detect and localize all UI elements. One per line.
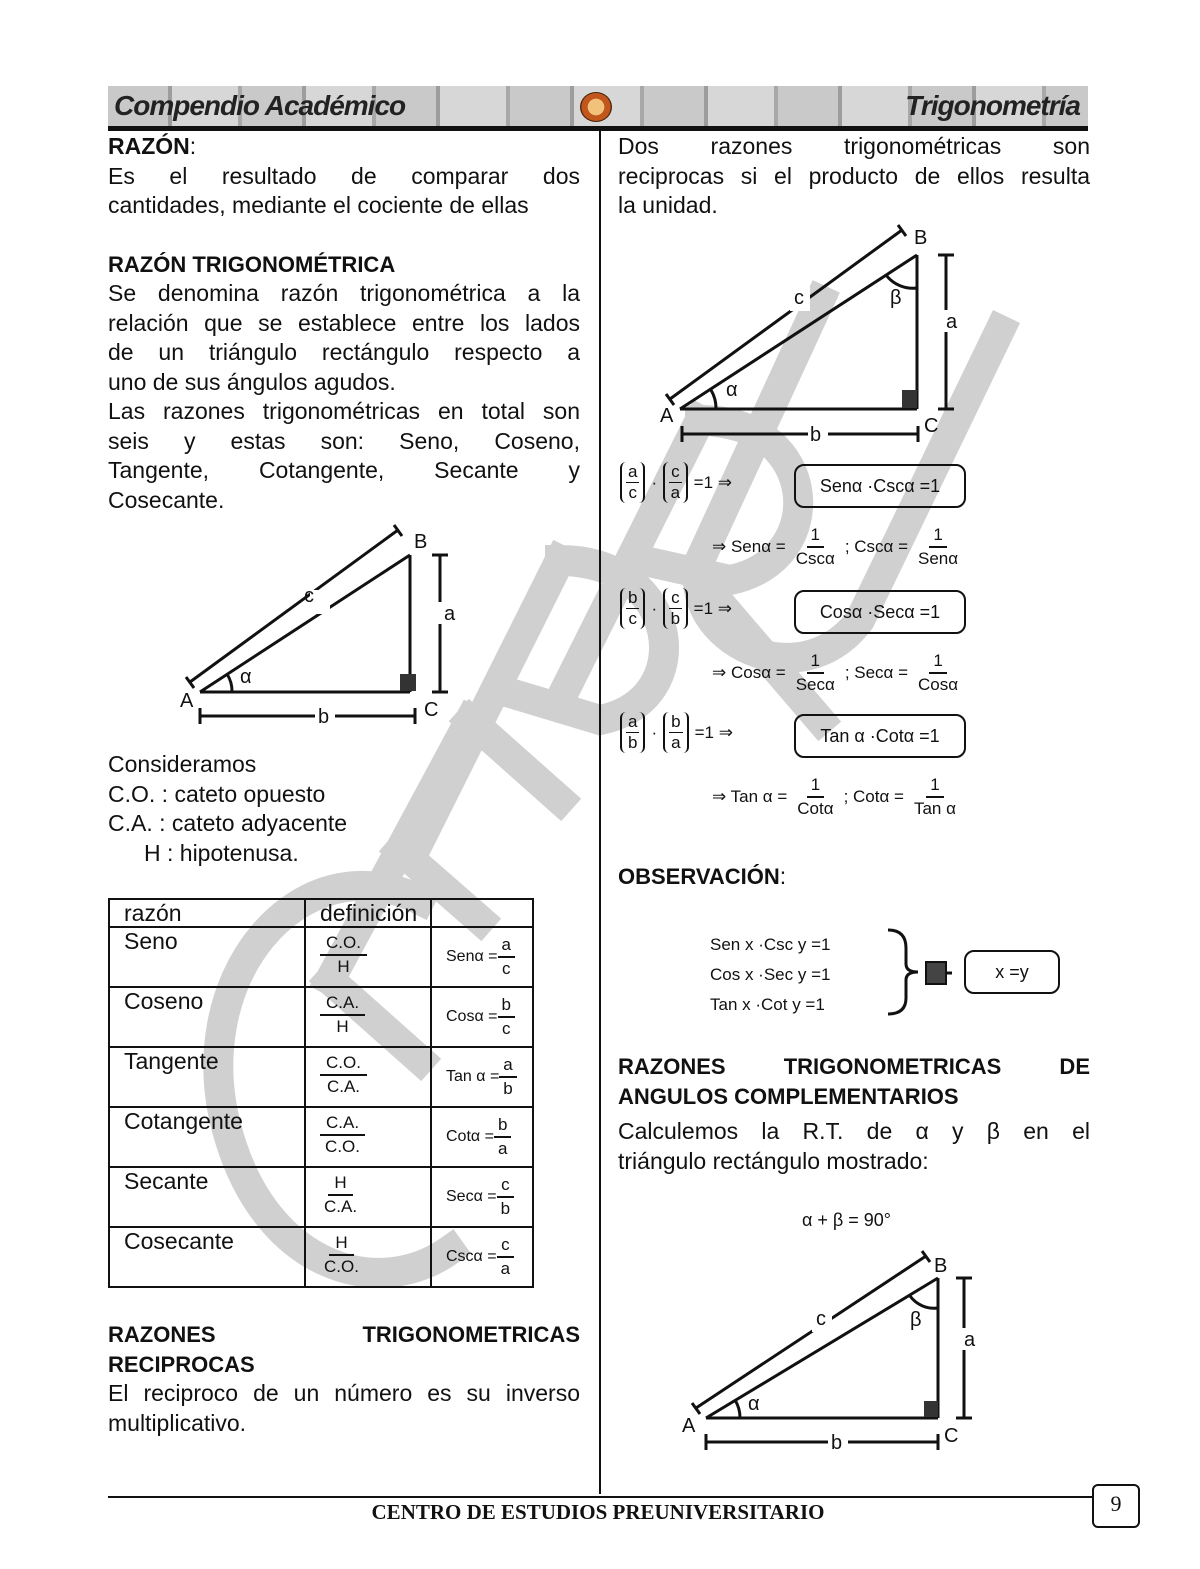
reciprocal-section-left [108, 1320, 580, 1438]
formula-function: Cosα = [446, 1008, 498, 1025]
angle-beta-label: β [910, 1309, 922, 1331]
definition-denominator: H [337, 957, 350, 976]
fraction-denominator: Senα [918, 549, 959, 568]
complementary-section [618, 1052, 1090, 1176]
table-row [109, 987, 533, 1047]
recip-heading-1: RAZONES TRIGONOMETRICAS [108, 1322, 580, 1347]
definition-fraction [320, 932, 367, 978]
fraction-denominator: Secα [795, 675, 835, 694]
definition-numerator: C.A. [320, 1112, 365, 1136]
formula-denominator: b [500, 1199, 511, 1218]
ratio-formula [431, 1107, 533, 1167]
fraction-numerator: a [628, 712, 638, 731]
reciprocal-formula-row [712, 774, 960, 820]
ratio-name: Cosecante [109, 1227, 305, 1287]
fraction-numerator: 1 [929, 650, 946, 674]
observation-identities [710, 930, 830, 1020]
reciprocal-product-row [620, 588, 732, 629]
fraction-denominator: a [671, 733, 681, 752]
formula-fraction [792, 524, 839, 570]
definition-denominator: H [336, 1017, 349, 1036]
recip-line-1: El reciproco de un número es su inverso [108, 1380, 580, 1406]
footer-rule [108, 1496, 1092, 1498]
angle-alpha-label: α [240, 666, 252, 688]
definition-fraction [320, 1172, 361, 1218]
vertex-B-label: B [934, 1255, 948, 1277]
ratio-formula [431, 1047, 533, 1107]
formula-lhs: ; Cotα = [843, 787, 904, 806]
footer-institution: CENTRO DE ESTUDIOS PREUNIVERSITARIO [371, 1500, 825, 1524]
fraction-denominator: a [670, 483, 681, 502]
equals-implies: =1 ⇒ [693, 472, 732, 492]
side-c-label: c [304, 585, 314, 607]
formula-numerator: a [498, 934, 515, 958]
fraction-numerator: 1 [807, 524, 824, 548]
ratio-definition [305, 927, 431, 987]
paren-fraction [663, 462, 688, 503]
formula-numerator: a [499, 1054, 516, 1078]
triangle-diagram-3 [676, 1248, 986, 1458]
rt-line-4: uno de sus ángulos agudos. [108, 368, 396, 395]
rt-line-7: Tangente, Cotangente, Secante y [108, 457, 580, 483]
definition-fraction [320, 1052, 367, 1098]
fraction-numerator: 1 [929, 524, 946, 548]
fraction-numerator: 1 [926, 774, 943, 798]
observation-line: Tan x ·Cot y =1 [710, 995, 825, 1014]
formula-lhs: ⇒ Senα = [712, 537, 786, 556]
fraction-denominator: b [628, 733, 638, 752]
formula-function: Tan α = [446, 1068, 500, 1085]
fraction-denominator: Tan α [913, 799, 956, 818]
consider-h: H : hipotenusa. [144, 839, 299, 866]
observation-heading-line [618, 862, 1090, 892]
definition-denominator: C.O. [325, 1137, 360, 1156]
formula-fraction [910, 774, 960, 820]
triangle-diagram-2 [650, 222, 980, 447]
formula-fraction [792, 650, 839, 696]
formula-numerator: c [497, 1234, 514, 1258]
formula-numerator: b [498, 994, 515, 1018]
formula-fraction [793, 774, 837, 820]
formula-denominator: b [503, 1079, 513, 1098]
observation-result-box: x =y [964, 950, 1060, 994]
paren-fraction [663, 588, 688, 629]
ratio-formula [431, 1227, 533, 1287]
formula-lhs: ; Cscα = [844, 537, 909, 556]
right-column-intro [618, 132, 1090, 221]
ratio-name: Cotangente [109, 1107, 305, 1167]
table-row [109, 1167, 533, 1227]
table-header [431, 899, 533, 927]
formula-function: Senα = [446, 948, 498, 965]
definition-fraction [320, 1232, 363, 1278]
definition-denominator: C.A. [326, 1077, 360, 1096]
rt-line-6: seis y estas son: Seno, Coseno, [108, 427, 580, 454]
definition-numerator: C.O. [320, 932, 367, 956]
reciprocal-formula-row [712, 524, 962, 570]
complementary-equation: α + β = 90° [802, 1210, 892, 1230]
comp-line-2: triángulo rectángulo mostrado: [618, 1147, 929, 1174]
vertex-A-label: A [682, 1415, 696, 1437]
definition-numerator: C.A. [320, 992, 365, 1016]
formula-denominator: a [497, 1139, 508, 1158]
razon-heading: RAZÓN [108, 133, 190, 159]
ratio-formula [431, 987, 533, 1047]
triangle-diagram-1 [170, 520, 470, 735]
column-divider [599, 130, 601, 1494]
fraction-numerator: 1 [807, 650, 824, 674]
intro-line-3: la unidad. [618, 192, 718, 218]
left-column-text [108, 132, 580, 515]
side-a-label: a [964, 1329, 976, 1351]
ratio-formula [431, 927, 533, 987]
rt-line-5: Las razones trigonométricas en total son [108, 398, 580, 424]
brace-arrow-icon [884, 926, 954, 1018]
side-b-label: b [318, 706, 330, 728]
intro-line-1: Dos razones trigonométricas son [618, 133, 1090, 159]
considerations [108, 750, 580, 868]
ratio-name: Tangente [109, 1047, 305, 1107]
vertex-C-label: C [424, 699, 439, 721]
definition-numerator: H [328, 1172, 352, 1196]
ratio-definition [305, 987, 431, 1047]
table-header-row [109, 899, 533, 927]
rt-heading: RAZÓN TRIGONOMÉTRICA [108, 251, 396, 277]
fraction-numerator: 1 [807, 774, 824, 798]
vertex-C-label: C [944, 1425, 959, 1447]
formula-fraction [498, 994, 515, 1040]
paren-fraction [620, 588, 645, 629]
side-c-label: c [816, 1308, 826, 1330]
table-header: razón [109, 899, 305, 927]
formula-lhs: ⇒ Cosα = [712, 663, 786, 682]
header-left-title: Compendio Académico [114, 90, 406, 121]
table-row [109, 1227, 533, 1287]
angle-alpha-label: α [748, 1393, 760, 1415]
consider-intro: Consideramos [108, 751, 257, 777]
razon-colon: : [189, 133, 197, 159]
ratio-name: Seno [109, 927, 305, 987]
fraction-numerator: a [628, 462, 638, 481]
svg-text:CEPRU: CEPRU [0, 0, 4, 1]
rt-line-2: relación que se establece entre los lados [108, 309, 580, 336]
ratio-definition [305, 1227, 431, 1287]
razon-line-2: cantidades, mediante el cociente de ellas [108, 192, 529, 218]
page-header [108, 86, 1088, 131]
table-header: definición [305, 899, 431, 927]
observation-line: Cos x ·Sec y =1 [710, 965, 831, 984]
fraction-numerator: b [628, 588, 638, 607]
razon-line-1: Es el resultado de comparar dos [108, 162, 580, 189]
fraction-denominator: Cscα [795, 549, 835, 568]
fraction-denominator: Cotα [797, 799, 834, 818]
side-c-label: c [794, 287, 804, 309]
fraction-numerator: c [671, 462, 680, 481]
page-number: 9 [1092, 1484, 1140, 1528]
definition-denominator: C.A. [324, 1197, 358, 1216]
observation-colon: : [779, 863, 787, 889]
rt-line-3: de un triángulo rectángulo respecto a [108, 339, 580, 365]
formula-numerator: c [497, 1174, 514, 1198]
identity-box: Tan α ·Cotα =1 [794, 714, 966, 758]
header-right-title: Trigonometría [905, 90, 1080, 121]
side-a-label: a [444, 603, 456, 625]
ratio-name: Coseno [109, 987, 305, 1047]
recip-heading-2: RECIPROCAS [108, 1351, 255, 1377]
formula-fraction [914, 524, 962, 570]
equals-implies: =1 ⇒ [693, 598, 732, 618]
definition-numerator: C.O. [320, 1052, 367, 1076]
definition-fraction [320, 992, 365, 1038]
vertex-C-label: C [924, 415, 939, 437]
vertex-B-label: B [414, 531, 428, 553]
formula-fraction [497, 1234, 514, 1280]
fraction-numerator: b [671, 712, 681, 731]
ratios-table [108, 898, 534, 1288]
dot-operator: · [651, 472, 658, 492]
formula-fraction [499, 1054, 516, 1100]
formula-fraction [498, 934, 515, 980]
side-a-label: a [946, 311, 958, 333]
table-row [109, 1047, 533, 1107]
vertex-A-label: A [660, 405, 674, 427]
dot-operator: · [651, 722, 658, 742]
fraction-denominator: c [628, 483, 637, 502]
fraction-denominator: b [670, 609, 681, 628]
side-b-label: b [810, 424, 822, 446]
ratio-name: Secante [109, 1167, 305, 1227]
formula-denominator: c [501, 1019, 511, 1038]
reciprocal-formula-row [712, 650, 962, 696]
formula-lhs: ⇒ Tan α = [712, 787, 788, 806]
formula-fraction [497, 1174, 514, 1220]
fraction-denominator: c [628, 609, 637, 628]
comp-heading-1: RAZONES TRIGONOMETRICAS DE [618, 1054, 1090, 1079]
formula-numerator: b [494, 1114, 511, 1138]
dot-operator: · [651, 598, 658, 618]
comp-line-1: Calculemos la R.T. de α y β en el [618, 1118, 1090, 1144]
consider-co: C.O. : cateto opuesto [108, 780, 326, 807]
formula-function: Cotα = [446, 1128, 494, 1145]
institution-logo-icon [580, 92, 612, 122]
reciprocal-product-row [620, 712, 733, 753]
observation-heading: OBSERVACIÓN [618, 864, 780, 889]
paren-fraction [620, 712, 645, 753]
equals-implies: =1 ⇒ [694, 722, 733, 742]
ratio-definition [305, 1167, 431, 1227]
table-row [109, 1107, 533, 1167]
recip-line-2: multiplicativo. [108, 1409, 247, 1436]
fraction-numerator: c [671, 588, 680, 607]
paren-fraction [620, 462, 645, 503]
angle-alpha-label: α [726, 379, 738, 401]
definition-numerator: H [329, 1232, 353, 1256]
formula-function: Secα = [446, 1188, 497, 1205]
ratio-definition [305, 1107, 431, 1167]
vertex-A-label: A [180, 690, 194, 712]
reciprocal-product-row [620, 462, 732, 503]
rt-line-8: Cosecante. [108, 486, 225, 513]
paren-fraction [663, 712, 688, 753]
formula-denominator: c [502, 959, 511, 978]
ratio-formula [431, 1167, 533, 1227]
consider-ca: C.A. : cateto adyacente [108, 810, 348, 836]
identity-box: Senα ·Cscα =1 [794, 464, 966, 508]
ratio-definition [305, 1047, 431, 1107]
observation-line: Sen x ·Csc y =1 [710, 935, 831, 954]
comp-heading-2: ANGULOS COMPLEMENTARIOS [618, 1083, 959, 1109]
formula-lhs: ; Secα = [844, 663, 909, 682]
table-row [109, 927, 533, 987]
rt-line-1: Se denomina razón trigonométrica a la [108, 280, 580, 306]
angle-beta-label: β [890, 287, 902, 309]
identity-box: Cosα ·Secα =1 [794, 590, 966, 634]
formula-function: Cscα = [446, 1248, 497, 1265]
side-b-label: b [831, 1432, 843, 1454]
definition-fraction [320, 1112, 365, 1158]
formula-fraction [914, 650, 962, 696]
formula-fraction [494, 1114, 511, 1160]
vertex-B-label: B [914, 227, 928, 249]
definition-denominator: C.O. [324, 1257, 359, 1276]
fraction-denominator: Cosα [918, 675, 959, 694]
formula-denominator: a [500, 1259, 511, 1278]
intro-line-2: reciprocas si el producto de ellos resulta [618, 162, 1090, 189]
